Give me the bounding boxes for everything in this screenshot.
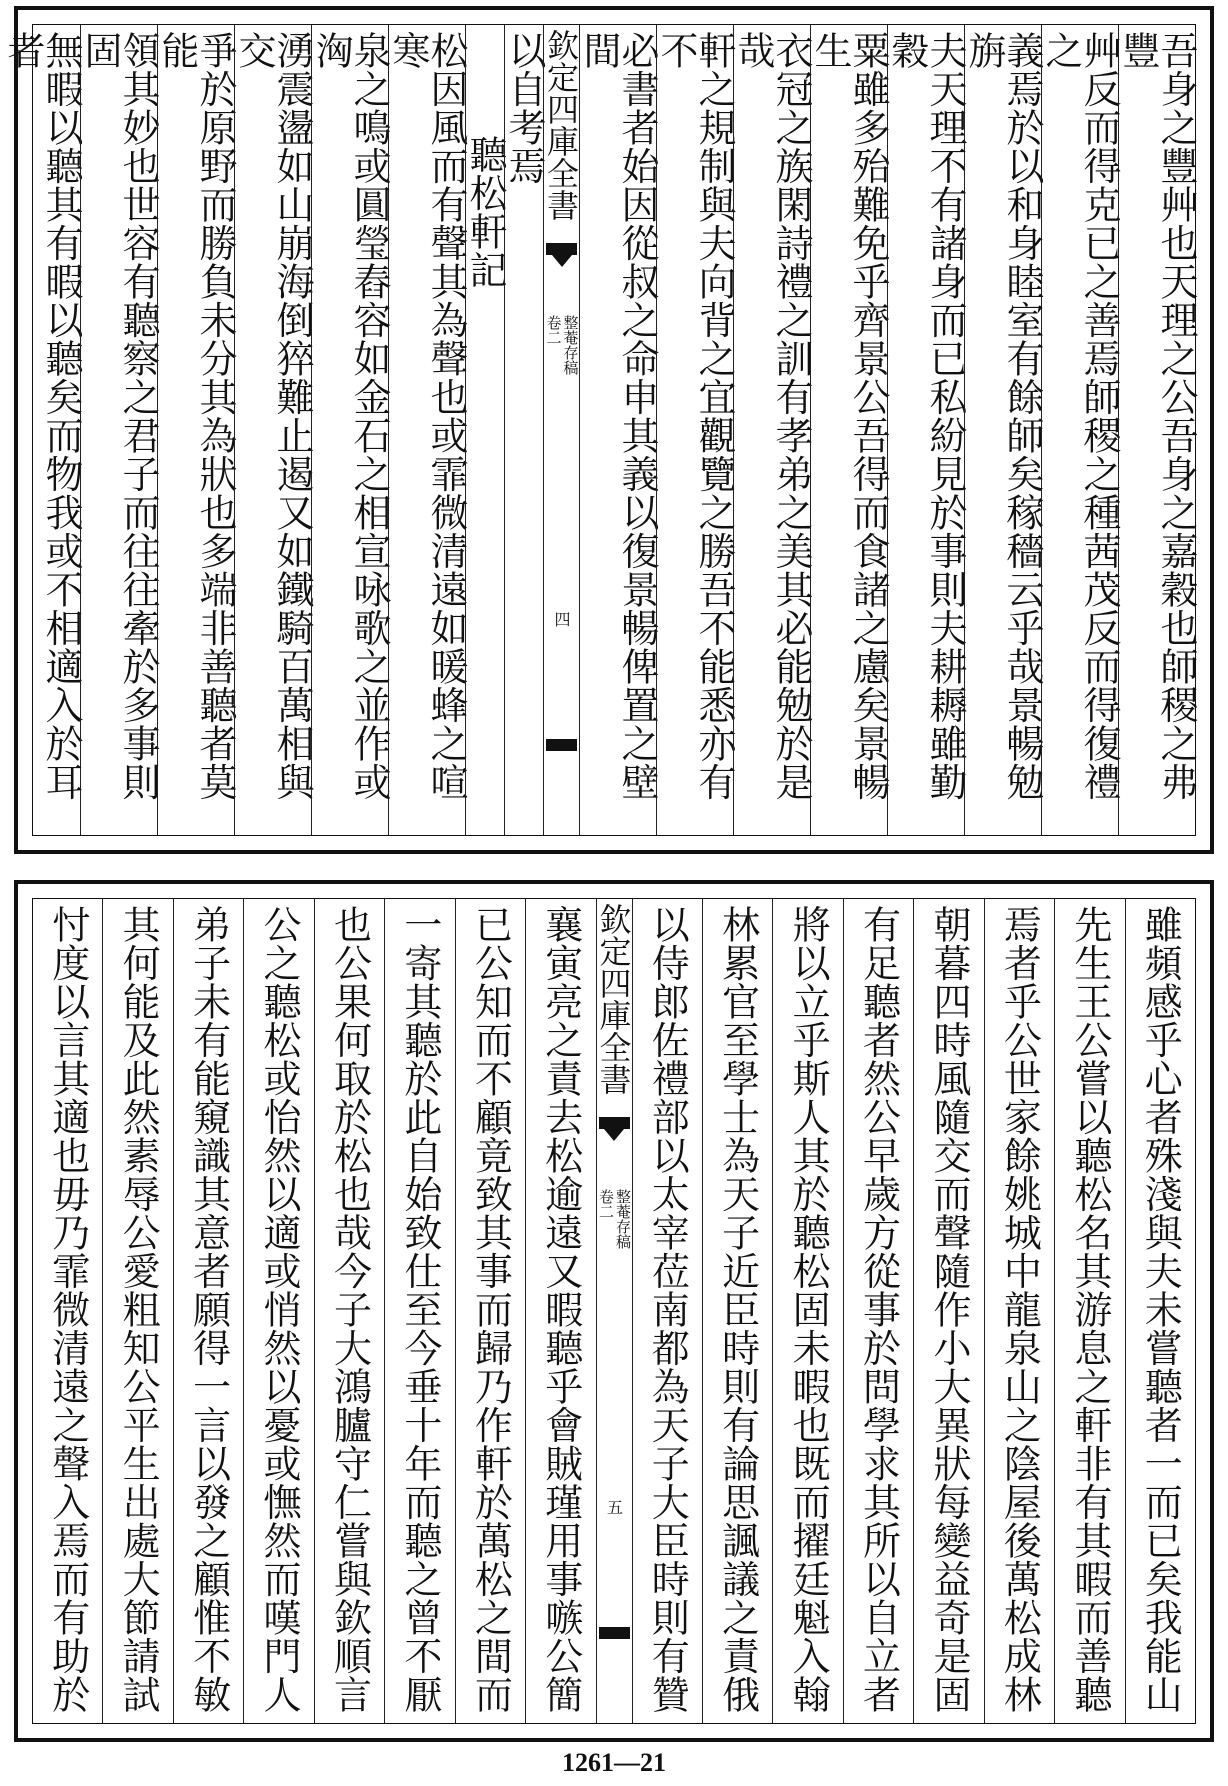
text-column: 無暇以聽其有暇以聽矣而物我或不相適入於耳者 [1,31,83,801]
text-column: 雖頻感乎心者殊淺與夫未嘗聽者一而已矣我能山 [1125,899,1195,1723]
text-column: 襄寅亮之責去松逾遠又暇聽乎會賊瑾用事嗾公簡 [525,899,595,1723]
text-column: 必書者始因從叔之命申其義以復景暢俾置之壁間 [579,25,656,835]
center-fold [543,25,579,835]
text-column: 其何能及此然素辱公愛粗知公平生出處大節請試 [102,899,172,1723]
text-column: 也公果何取於松也哉今子大鴻臚守仁嘗與欽順言 [314,899,384,1723]
fish-tail-mark-icon [546,739,577,765]
bottom-page-frame [14,880,1214,1742]
volume-label [544,315,580,375]
text-column: 弟子未有能窺識其意者願得一言以發之顧惟不敏 [173,899,243,1723]
bottom-page-columns [33,899,1195,1723]
text-column: 朝暮四時風隨交而聲隨作小大異狀每變益奇是固 [913,899,983,1723]
fish-tail-mark-icon [599,1627,630,1653]
center-fold [596,899,632,1723]
work-title: 整菴存稿 [561,315,580,375]
text-column: 義焉於以和身睦室有餘師矣稼穡云乎哉景暢勉旃 [964,25,1041,835]
text-column: 夫天理不有諸身而已私紛見於事則夫耕耨雖勤穀 [887,25,964,835]
fish-tail-mark-icon [546,243,577,269]
text-column: 泉之鳴或圓瑩舂容如金石之相宣咏歌之並作或洶 [311,25,388,835]
volume-label [599,1189,630,1249]
bottom-page-border [32,898,1196,1724]
text-column: 焉者乎公世家餘姚城中龍泉山之陰屋後萬松成林 [984,899,1054,1723]
leaf-number: 四 [552,611,571,627]
text-column: 松因風而有聲其為聲也或霏微清遠如暖蜂之喧寒 [388,25,465,835]
text-column: 湧震盪如山崩海倒猝難止遏又如鐵騎百萬相與交 [234,25,311,835]
top-page-border [1,24,1198,836]
text-column: 有足聽者然公早歲方從事於問學求其所以自立者 [843,899,913,1723]
text-column: 一寄其聽於此自始致仕至今垂十年而聽之曾不厭 [384,899,454,1723]
text-column: 將以立乎斯人其於聽松固未暇也既而擢廷魁入翰 [772,899,842,1723]
book-title: 欽定四庫全書 [594,903,633,1095]
text-column: 衣冠之族閑詩禮之訓有孝弟之美其必能勉於是哉 [733,25,810,835]
text-column: 軒之規制與夫向背之宜觀覽之勝吾不能悉亦有不 [656,25,733,835]
text-column: 艸反而得克已之善焉師稷之種茜茂反而得復禮之 [1041,25,1118,835]
essay-title: 聽松軒記 [465,25,504,835]
text-column: 粟雖多殆難免乎齊景公吾得而食諸之慮矣景暢生 [810,25,887,835]
text-column: 先生王公嘗以聽松名其游息之軒非有其暇而善聽 [1054,899,1124,1723]
text-column: 爭於原野而勝負未分其為狀也多端非善聽者莫能 [157,25,234,835]
fish-tail-mark-icon [599,1117,630,1143]
text-column: 公之聽松或怡然以適或悄然以憂或憮然而嘆門人 [243,899,313,1723]
leaf-number: 五 [604,1499,624,1515]
text-column: 林累官至學士為天子近臣時則有論思諷議之責俄 [702,899,772,1723]
text-column: 領其妙也世容有聽察之君子而往往牽於多事則固 [80,25,157,835]
book-title: 欽定四庫全書 [542,29,580,221]
text-column: 吾身之豐艸也天理之公吾身之嘉穀也師稷之弗豐 [1118,25,1195,835]
top-page-columns [1,25,1198,835]
text-column: 已公知而不顧竟致其事而歸乃作軒於萬松之間而 [455,899,525,1723]
juan-number: 卷二 [597,1189,615,1219]
juan-number: 卷二 [544,315,563,345]
folio-number: 1261—21 [562,1748,666,1777]
top-page-frame [1,6,1214,854]
work-title: 整菴存稿 [614,1189,632,1249]
text-column: 忖度以言其適也毋乃霏微清遠之聲入焉而有助於 [45,905,90,1714]
text-column: 以侍郎佐禮部以太宰莅南都為天子大臣時則有贊 [632,899,702,1723]
text-column: 以自考焉 [504,25,543,835]
